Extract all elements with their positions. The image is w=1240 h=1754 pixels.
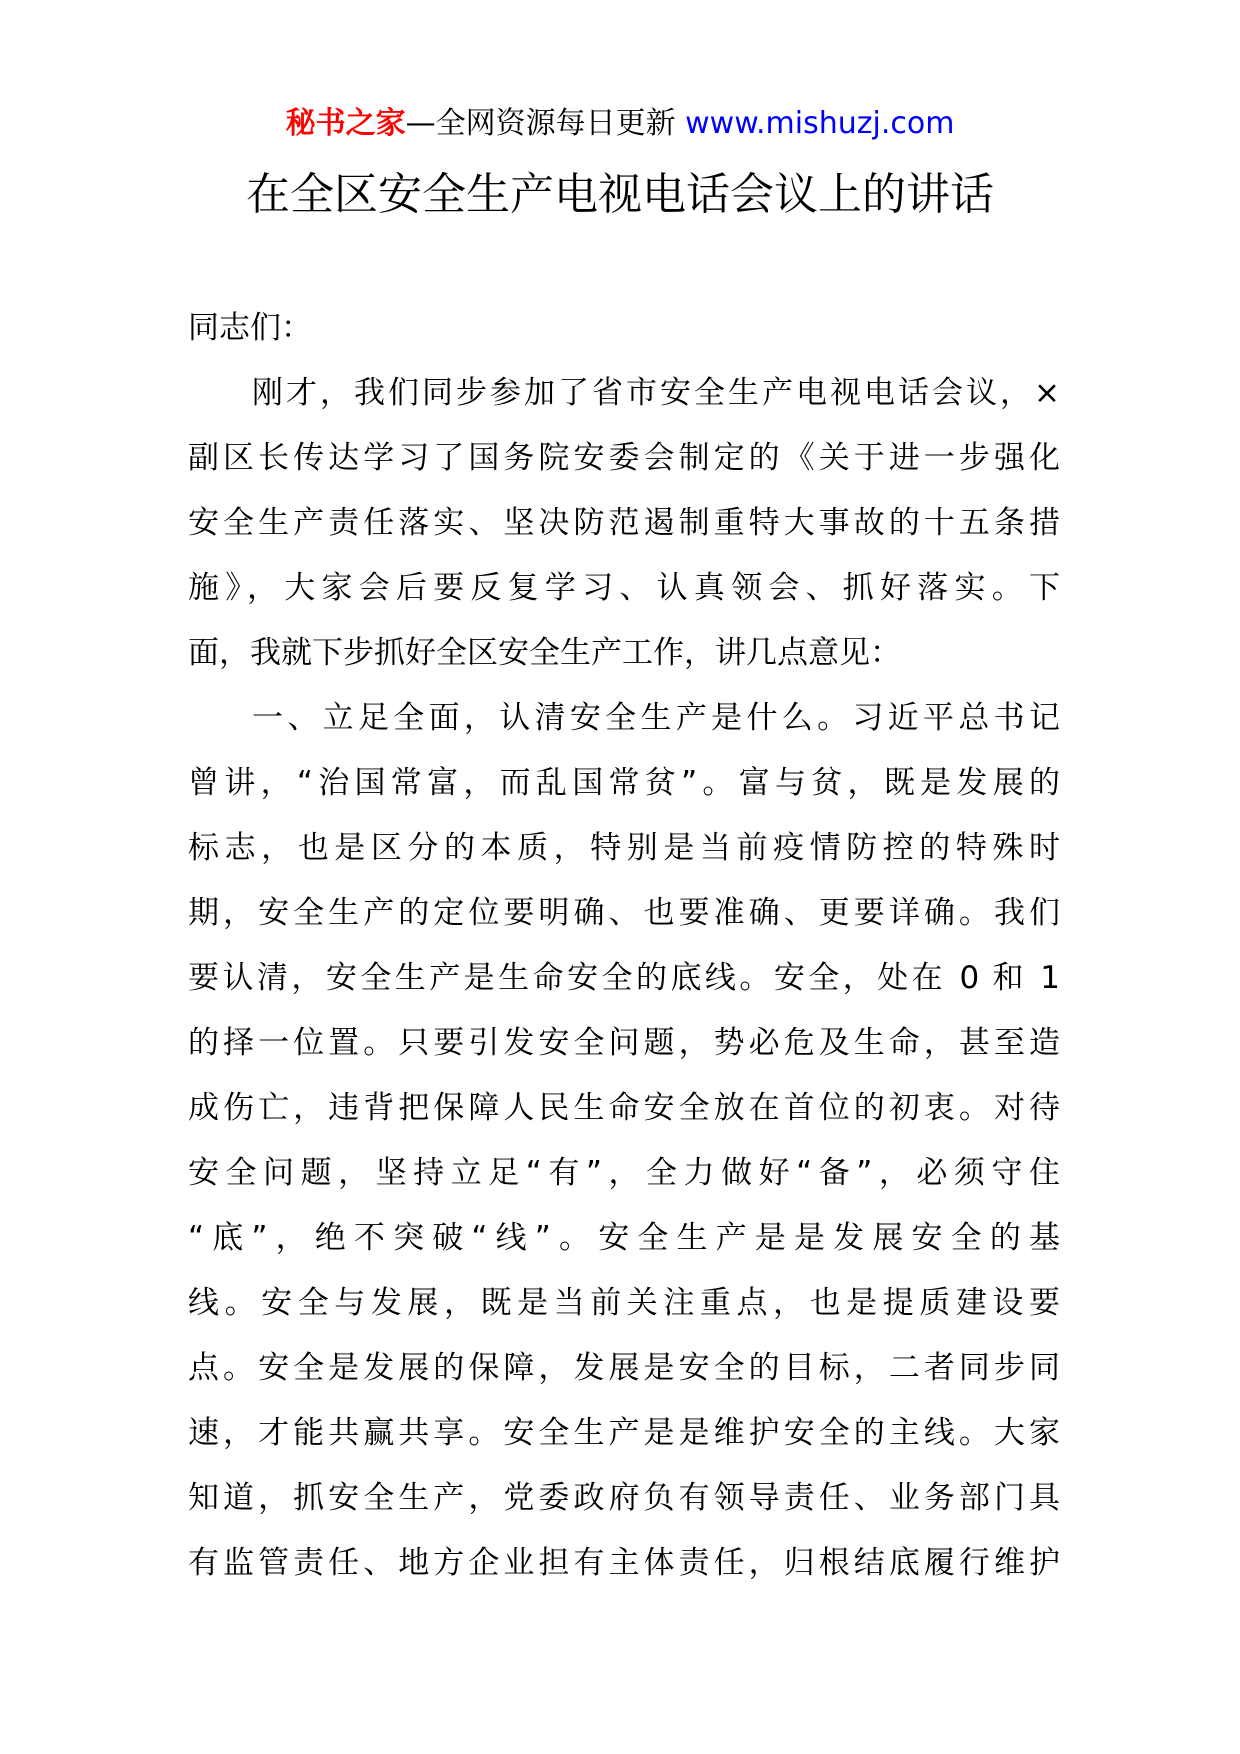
text-line: “底”，绝不突破“线”。安全生产是是发展安全的基 [188,1220,1060,1256]
text-line: 要认清，安全生产是生命安全的底线。安全，处在 0 和 1 [188,960,1060,996]
document-body [188,296,1060,1596]
text-line: 施》，大家会后要反复学习、认真领会、抓好落实。下 [188,570,1060,606]
site-header [0,104,1240,144]
text-line: 点。安全是发展的保障，发展是安全的目标，二者同步同 [188,1350,1060,1386]
text-line: 有监管责任、地方企业担有主体责任，归根结底履行维护 [188,1545,1060,1581]
text-line: 标志，也是区分的本质，特别是当前疫情防控的特殊时 [188,830,1060,866]
text-line: 速，才能共赢共享。安全生产是是维护安全的主线。大家 [188,1415,1060,1451]
text-line: 安全生产责任落实、坚决防范遏制重特大事故的十五条措 [188,505,1060,541]
text-line: 刚才，我们同步参加了省市安全生产电视电话会议，× [252,375,1060,411]
text-line: 副区长传达学习了国务院安委会制定的《关于进一步强化 [188,440,1060,476]
brand-name: 秘书之家 [285,106,406,141]
header-tagline: —全网资源每日更新 [405,106,676,141]
text-line: 成伤亡，违背把保障人民生命安全放在首位的初衷。对待 [188,1090,1060,1126]
text-line: 线。安全与发展，既是当前关注重点，也是提质建设要 [188,1285,1060,1321]
salutation: 同志们： [188,310,312,346]
text-line: 曾讲，“治国常富，而乱国常贫”。富与贫，既是发展的 [188,765,1060,801]
section-heading-line: 一、立足全面，认清安全生产是什么。习近平总书记 [252,700,1060,736]
site-url[interactable]: www.mishuzj.com [685,106,955,141]
document-title: 在全区安全生产电视电话会议上的讲话 [246,169,994,220]
text-line: 安全问题，坚持立足“有”，全力做好“备”，必须守住 [188,1155,1060,1191]
text-line: 期，安全生产的定位要明确、也要准确、更要详确。我们 [188,895,1060,931]
text-line: 知道，抓安全生产，党委政府负有领导责任、业务部门具 [188,1480,1060,1516]
text-line: 面，我就下步抓好全区安全生产工作，讲几点意见： [188,635,901,671]
text-line: 的择一位置。只要引发安全问题，势必危及生命，甚至造 [188,1025,1060,1061]
